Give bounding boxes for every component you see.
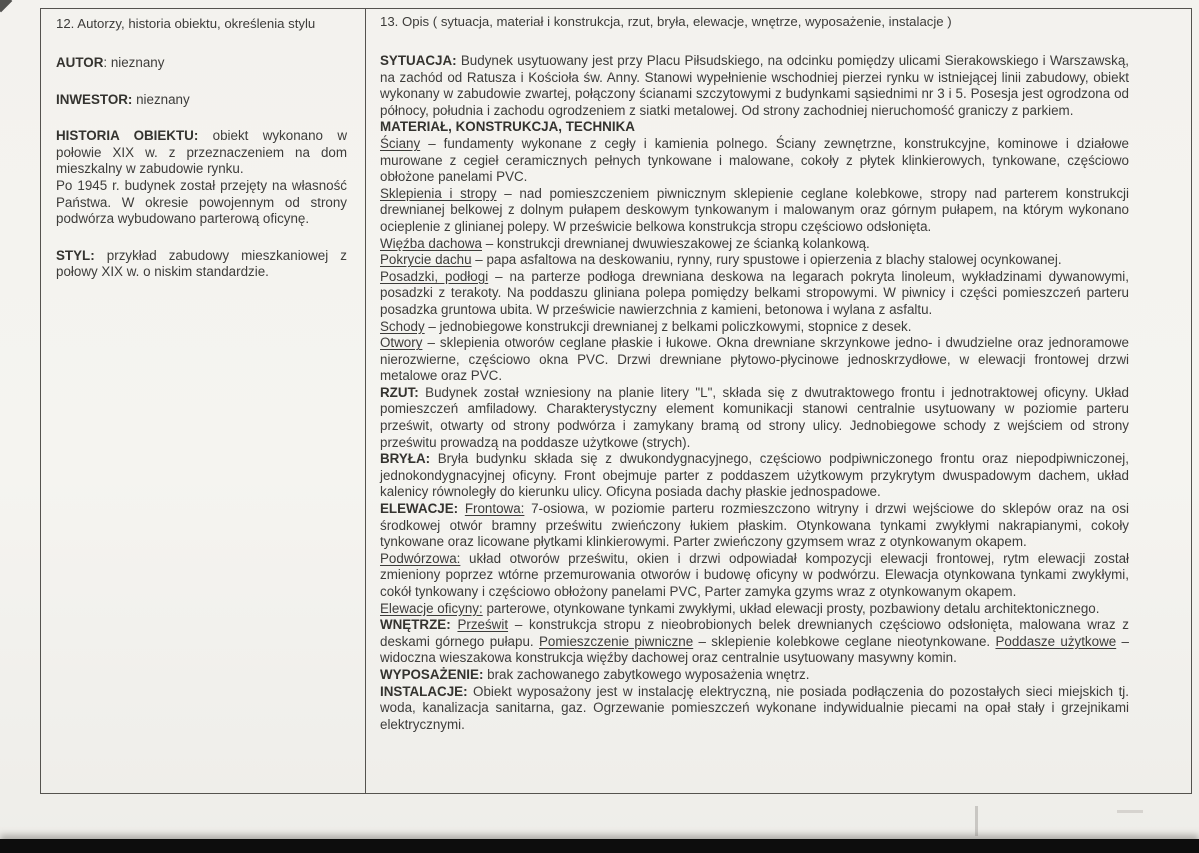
underlined-label: Sklepienia i stropy <box>380 185 497 201</box>
column-authors-history <box>41 9 366 793</box>
paragraph <box>380 236 1129 253</box>
form-table <box>40 8 1192 794</box>
paragraph <box>380 501 1133 551</box>
bold-label: INSTALACJE: <box>380 683 468 699</box>
underlined-label: Elewacje oficyny: <box>380 600 483 616</box>
body-text: układ otworów prześwitu, okien i drzwi odpowiadał kompozycji elewacji frontowej, rytm elewacji został zmieniony poprzez wtórne przemurowania otworów i budowę oficyny w podwórzu. Elewacja otynkowana tynkami zwykłymi, cokół tynkowany i częściowo obłożony panelami PVC, Parter zamyka gzyms wraz z otynkowanym okapem. <box>380 550 1133 599</box>
paragraph <box>56 55 347 72</box>
scan-artifact-bottom-bar <box>0 839 1199 853</box>
column-header-13-description: 13. Opis ( sytuacja, materiał i konstrukcja, rzut, bryła, elewacje, wnętrze, wyposażenie, instalacje ) <box>380 14 952 29</box>
paragraph <box>56 247 351 281</box>
bold-label: MATERIAŁ, KONSTRUKCJA, TECHNIKA <box>380 119 635 135</box>
bold-label: INWESTOR: <box>56 91 133 107</box>
body-text: – nad pomieszczeniem piwnicznym sklepienie ceglane kolebkowe, stropy nad parterem konstrukcji drewnianej belkowej z dolnym pułapem deskowym tynkowanym i malowanym oraz górnym pułapem, na którym wykonano ocieplenie z glinianej polepy. W prześwicie belkowa konstrukcja stropu częściowo odsłonięta. <box>380 185 1133 234</box>
bold-label: RZUT: <box>380 384 419 400</box>
body-text: Bryła budynku składa się z dwukondygnacyjnego, częściowo podpiwniczonego frontu oraz niepodpiwniczonej, jednokondygnacyjnej oficyny. Front obejmuje parter z poddaszem użytkowym przykrytym dwuspadowym dachem, układ kalenicy równoległy do kierunku ulicy. Oficyna posiada dachy płaskie jednospadowe. <box>380 451 1133 500</box>
paragraph <box>56 128 347 228</box>
underlined-label: Prześwit <box>457 617 509 633</box>
body-text: Obiekt wyposażony jest w instalację elektryczną, nie posiada podłączenia do pozostałych sieci miejskich tj. woda, kanalizacja sanitarna, gaz. Ogrzewanie pomieszczeń wykonane indywidualnie piecami na opał stały i grzejnikami elektrycznymi. <box>380 683 1133 732</box>
body-text: – na parterze podłoga drewniana deskowa na legarach pokryta linoleum, wykładzinami dywanowymi, posadzki z terakoty. Na poddaszu gliniana polepa pomiędzy belkami stropowymi. W piwnicy i części pomieszczeń parteru posadzka gruntowa ubita. W prześwicie nawierzchnia z kamieni, betonowa i wylana z asfaltu. <box>380 268 1133 317</box>
bold-label: STYL: <box>56 247 95 263</box>
underlined-label: Schody <box>380 318 425 334</box>
underlined-label: Frontowa: <box>464 501 525 517</box>
column-header-12-authors: 12. Autorzy, historia obiektu, określenia stylu <box>56 16 316 31</box>
paragraph <box>380 617 1133 667</box>
underlined-label: Więźba dachowa <box>380 235 482 251</box>
scan-artifact-smudge <box>975 806 978 836</box>
underlined-label: Pokrycie dachu <box>380 252 472 268</box>
paragraph <box>380 53 1137 119</box>
body-text: – papa asfaltowa na deskowaniu, rynny, rury spustowe i opierzenia z blachy stalowej ocynkowanej. <box>471 252 1062 268</box>
paragraph <box>380 451 1133 501</box>
column-description <box>366 9 1191 793</box>
paragraph <box>380 185 1133 236</box>
bold-label: WNĘTRZE: <box>380 617 451 633</box>
body-text: – konstrukcji drewnianej dwuwieszakowej ze ścianką kolankową. <box>481 235 870 251</box>
paragraph <box>380 268 1133 319</box>
body-text: : nieznany <box>103 55 165 70</box>
authors-history-text <box>56 55 351 281</box>
underlined-label: Posadzki, podłogi <box>380 268 489 284</box>
paragraph <box>380 135 1133 186</box>
underlined-label: Otwory <box>380 335 423 351</box>
bold-label: HISTORIA OBIEKTU: <box>56 128 199 144</box>
scan-artifact-corner-mark <box>0 0 12 12</box>
underlined-label: Pomieszczenie piwniczne <box>538 633 694 649</box>
body-text: – konstrukcja stropu z nieobrobionych belek drewnianych częściowo odsłonięta, malowana wraz z deskami górnego pułapu. <box>380 617 1133 649</box>
body-text <box>458 501 465 516</box>
bold-label: ELEWACJE: <box>380 501 459 517</box>
underlined-label: Poddasze użytkowe <box>995 633 1117 649</box>
scan-artifact-smudge <box>1117 810 1143 813</box>
paragraph <box>380 683 1133 734</box>
bold-label: BRYŁA: <box>380 451 431 467</box>
underlined-label: Ściany <box>380 135 421 151</box>
body-text: – sklepienia otworów ceglane płaskie i łukowe. Okna drewniane skrzynkowe jedno- i dwudzielne oraz jednoramowe nierozwierne, częściowo okna PVC. Drzwi drewniane płytowo-płycinowe jednoskrzydłowe, w elewacji frontowej drzwi metalowe oraz PVC. <box>380 335 1133 384</box>
bold-label: AUTOR <box>56 55 104 70</box>
body-text: – fundamenty wykonane z cegły i kamienia polnego. Ściany zewnętrzne, konstrukcyjne, kominowe i działowe murowane z cegieł ceramicznych pełnych tynkowane i malowane, cokoły z płytek klinkierowych, tynkowane, częściowo obłożone panelami PVC. <box>380 135 1133 185</box>
body-text: Budynek usytuowany jest przy Placu Piłsudskiego, na odcinku pomiędzy ulicami Sierakowskiego i Warszawską, na zachód od Ratusza i Kościoła św. Anny. Stanowi wypełnienie wschodniej pierzei rynku w istniejącej linii zabudowy, obiekt wykonany w zabudowie zwartej, połączony ścianami szczytowymi z budynkami sąsiednimi nr 3 i 5. Posesja jest ogrodzona od północy, południa i zachodu ogrodzeniem z siatki metalowej. Od strony zachodniej nieruchomość graniczy z parkiem. <box>380 53 1137 118</box>
body-text: – jednobiegowe konstrukcji drewnianej z belkami policzkowymi, stopnice z desek. <box>424 318 912 334</box>
underlined-label: Podwórzowa: <box>380 550 461 566</box>
paragraph <box>380 601 1129 618</box>
paragraph <box>56 92 347 109</box>
description-text <box>380 53 1137 733</box>
body-text: parterowe, otynkowane tynkami zwykłymi, układ elewacji prosty, pozbawiony detalu architektonicznego. <box>482 600 1100 616</box>
paragraph <box>380 667 1129 684</box>
body-text: – widoczna wieszakowa konstrukcja więźby dachowej oraz centralnie usytuowany masywny komin. <box>380 633 1133 666</box>
body-text: Budynek został wzniesiony na planie litery "L", składa się z dwutraktowego frontu i jednotraktowej oficyny. Układ pomieszczeń amfiladowy. Charakterystyczny element komunikacji stanowi centralnie usytuowany w poziomie parteru prześwit, otwarty od strony podwórza i zamykany bramą od strony ulicy. Jednobiegowe schody z wejściem od strony prześwitu prowadzą na poddasze użytkowe (strych). <box>380 384 1133 450</box>
paragraph <box>380 550 1133 601</box>
body-text: 7-osiowa, w poziomie parteru rozmieszczono witryny i drzwi wejściowe do sklepów oraz na osi środkowej otwór bramny prześwitu zwieńczony łukiem płaskim. Otynkowana tynkami zwykłymi nakrapianymi, cokoły tynkowane oraz licowane płytkami klinkierowymi. Parter zwieńczony gzymsem wraz z otynkowanym okapem. <box>380 501 1133 550</box>
body-text: obiekt wykonano w połowie XIX w. z przeznaczeniem na dom mieszkalny w zabudowie rynku. Po 1945 r. budynek został przejęty na własność Państwa. W okresie powojennym od strony podwórza wybudowano parterową oficynę. <box>56 128 347 227</box>
bold-label: WYPOSAŻENIE: <box>380 666 484 682</box>
body-text: brak zachowanego zabytkowego wyposażenia wnętrz. <box>483 666 810 682</box>
paragraph <box>380 384 1133 451</box>
paragraph <box>380 119 1129 136</box>
body-text: przykład zabudowy mieszkaniowej z połowy XIX w. o niskim standardzie. <box>56 247 351 280</box>
body-text: nieznany <box>132 91 190 107</box>
body-text: – sklepienie kolebkowe ceglane nieotynkowane. <box>693 633 996 649</box>
paragraph <box>380 252 1129 269</box>
paragraph <box>380 319 1129 336</box>
paragraph <box>380 335 1133 385</box>
bold-label: SYTUACJA: <box>380 53 457 68</box>
